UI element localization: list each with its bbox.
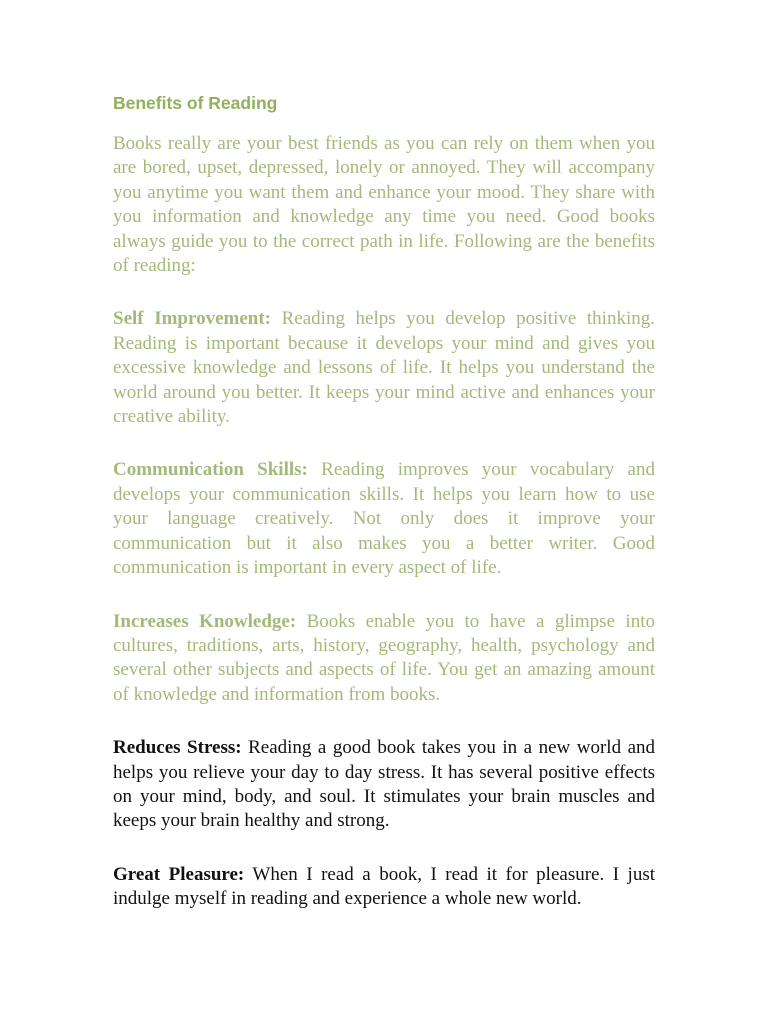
section-increases-knowledge — [113, 610, 655, 708]
section-self-improvement — [113, 307, 655, 429]
intro-paragraph: Books really are your best friends as you can rely on them when you are bored, upset, depressed, lonely or annoyed. They will accompany you anytime you want them and enhance your mood. They share with you information and knowledge any time you need. Good books always guide you to the correct path in life. Following are the benefits of reading: — [113, 133, 655, 277]
section-term: Increases Knowledge: — [113, 610, 297, 632]
section-term: Great Pleasure: — [113, 863, 245, 885]
section-communication-skills — [113, 458, 655, 580]
section-term: Self Improvement: — [113, 308, 272, 330]
section-text: Books enable you to have a glimpse into cultures, traditions, arts, history, geography, health, psychology and several other subjects and aspects of life. You get an amazing amount of knowledge and information from books. — [113, 610, 655, 705]
section-reduces-stress — [113, 736, 655, 834]
section-text: Reading improves your vocabulary and develops your communication skills. It helps you learn how to use your language creatively. Not only does it improve your communication but it also makes you a better writer. Good communication is important in every aspect of life. — [113, 459, 655, 579]
section-term: Communication Skills: — [113, 459, 308, 481]
section-text: When I read a book, I read it for pleasure. I just indulge myself in reading and experience a whole new world. — [113, 863, 655, 910]
section-term: Reduces Stress: — [113, 737, 242, 759]
section-great-pleasure — [113, 863, 655, 912]
section-text: Reading a good book takes you in a new world and helps you relieve your day to day stress. It has several positive effects on your mind, body, and soul. It stimulates your brain muscles and keeps your brain healthy and strong. — [113, 737, 655, 832]
section-text: Reading helps you develop positive thinking. Reading is important because it develops your mind and gives you excessive knowledge and lessons of life. It helps you understand the world around you better. It keeps your mind active and enhances your creative ability. — [113, 308, 655, 428]
document-page — [113, 88, 655, 912]
document-title: Benefits of Reading — [113, 93, 278, 113]
